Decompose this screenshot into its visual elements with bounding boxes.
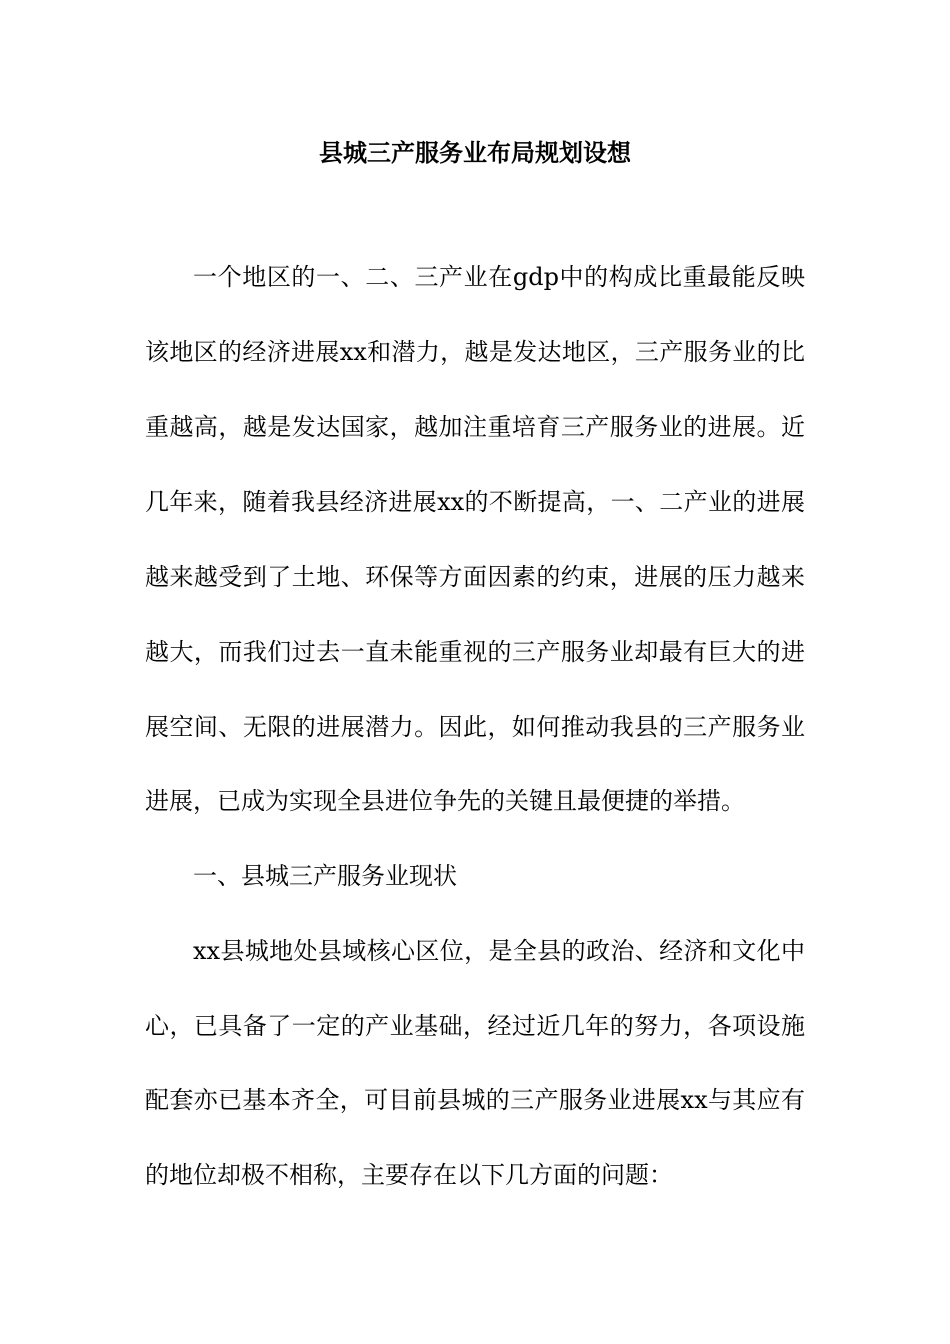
paragraph-line: 一个地区的一、二、三产业在gdp中的构成比重最能反映 bbox=[193, 263, 805, 291]
document-title: 县城三产服务业布局规划设想 bbox=[319, 138, 631, 167]
paragraph-line: 的地位却极不相称，主要存在以下几方面的问题： bbox=[145, 1161, 673, 1189]
paragraph-line: 几年来，随着我县经济进展xx的不断提高，一、二产业的进展 bbox=[145, 488, 805, 516]
paragraph-line: 越大，而我们过去一直未能重视的三产服务业却最有巨大的进 bbox=[145, 638, 805, 666]
paragraph-line: xx县城地处县域核心区位，是全县的政治、经济和文化中 bbox=[193, 937, 805, 965]
paragraph-line: 该地区的经济进展xx和潜力，越是发达地区，三产服务业的比 bbox=[145, 338, 805, 366]
paragraph-line: 配套亦已基本齐全，可目前县城的三产服务业进展xx与其应有 bbox=[145, 1086, 805, 1114]
paragraph-line: 心，已具备了一定的产业基础，经过近几年的努力，各项设施 bbox=[145, 1012, 805, 1040]
section-heading: 一、县城三产服务业现状 bbox=[193, 862, 457, 890]
paragraph-line: 越来越受到了土地、环保等方面因素的约束，进展的压力越来 bbox=[145, 563, 805, 591]
paragraph-line: 进展，已成为实现全县进位争先的关键且最便捷的举措。 bbox=[145, 787, 745, 815]
paragraph-line: 重越高，越是发达国家，越加注重培育三产服务业的进展。近 bbox=[145, 413, 805, 441]
paragraph-line: 展空间、无限的进展潜力。因此，如何推动我县的三产服务业 bbox=[145, 713, 805, 741]
